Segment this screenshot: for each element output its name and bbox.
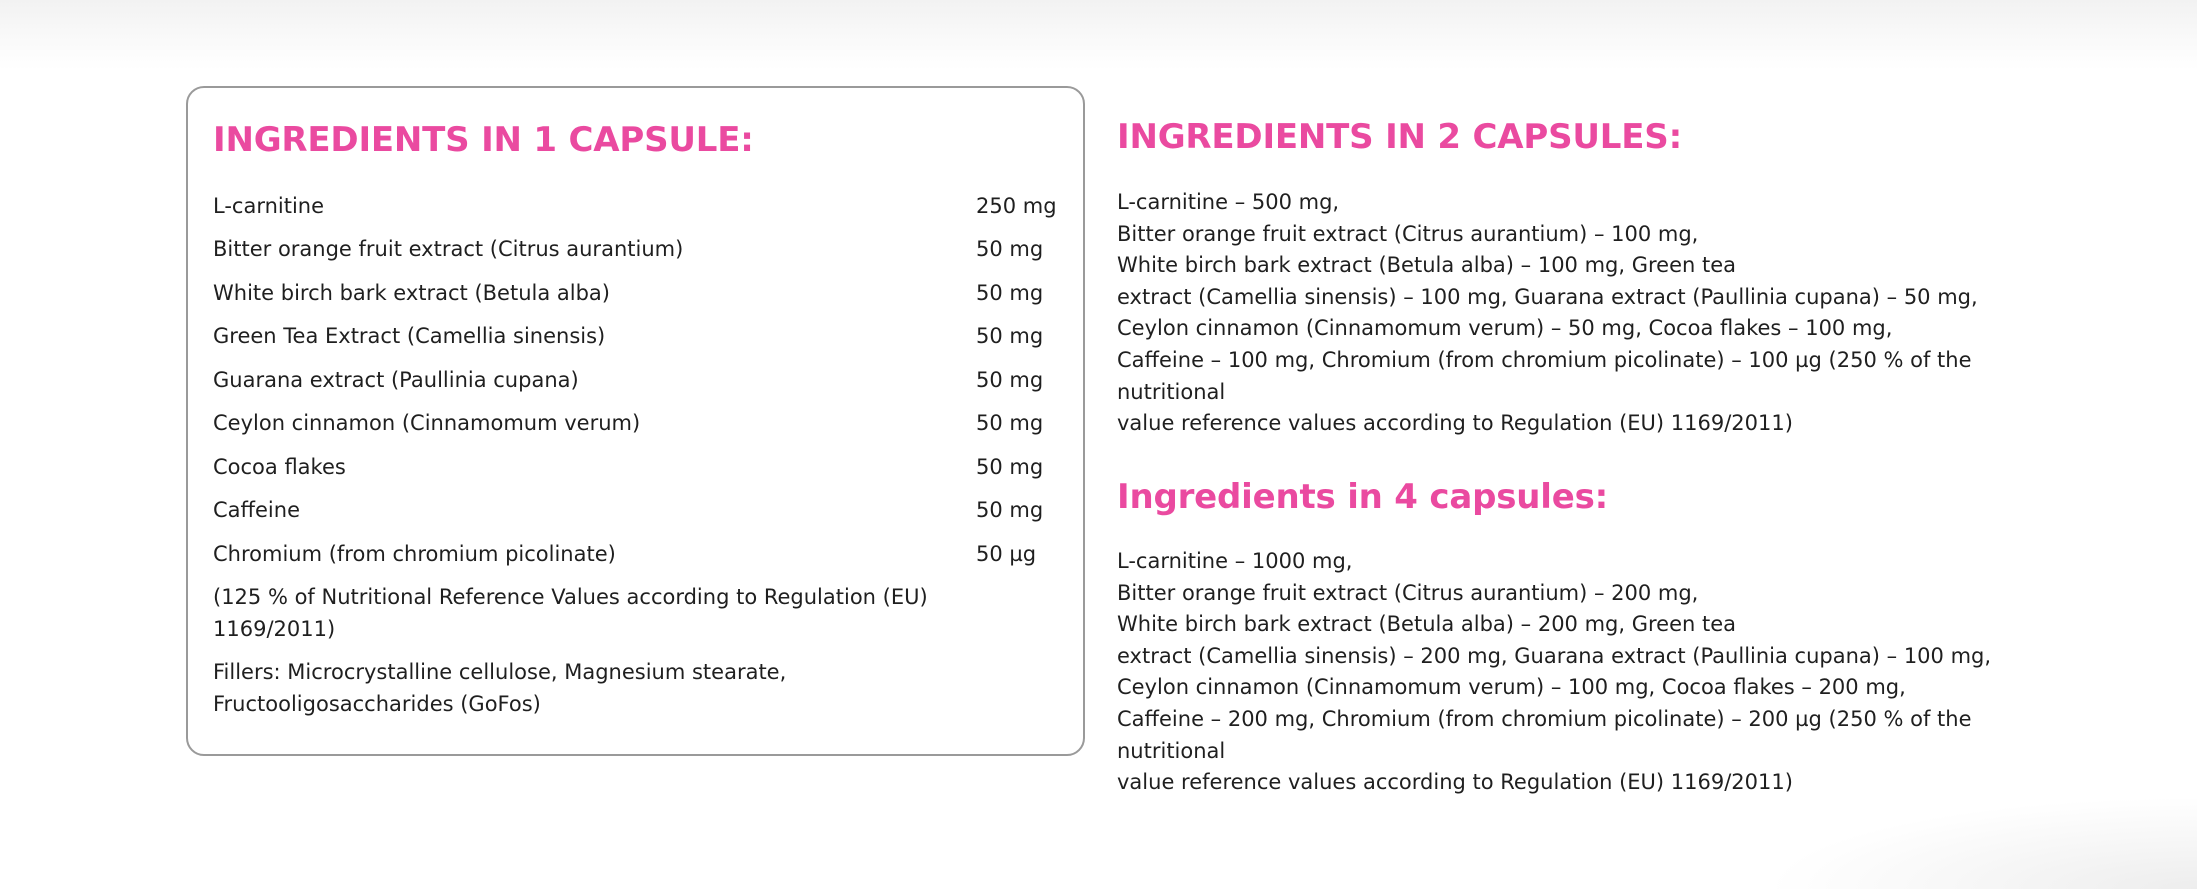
- ingredient-row: [213, 407, 1069, 439]
- ingredient-name: Chromium (from chromium picolinate): [213, 542, 616, 566]
- ingredient-row: [213, 320, 1069, 352]
- text-line: L-carnitine – 1000 mg,: [1117, 549, 1353, 573]
- text-line: Caffeine – 100 mg, Chromium (from chromium picolinate) – 100 µg (250 % of the: [1117, 347, 1972, 372]
- ingredient-amount: 50 mg: [976, 368, 1044, 392]
- text-line: Bitter orange fruit extract (Citrus aurantium) – 100 mg,: [1117, 221, 1699, 246]
- capsules4-paragraph: [1117, 546, 2057, 799]
- capsules2-heading: INGREDIENTS IN 2 CAPSULES:: [1117, 117, 1682, 157]
- text-line: Ceylon cinnamon (Cinnamomum verum) – 100 mg, Cocoa flakes – 200 mg,: [1117, 675, 1906, 700]
- ingredient-name: Bitter orange fruit extract (Citrus aurantium): [213, 237, 684, 261]
- ingredient-amount: 250 mg: [976, 194, 1057, 218]
- ingredient-amount: 50 mg: [976, 324, 1044, 348]
- ingredient-name: Ceylon cinnamon (Cinnamomum verum): [213, 411, 641, 435]
- ingredient-amount: 50 µg: [976, 542, 1037, 566]
- ingredient-amount: 50 mg: [976, 498, 1044, 522]
- text-line: Bitter orange fruit extract (Citrus aurantium) – 200 mg,: [1117, 580, 1699, 605]
- text-line: White birch bark extract (Betula alba) – 100 mg, Green tea: [1117, 253, 1737, 278]
- ingredient-name: Guarana extract (Paullinia cupana): [213, 368, 579, 392]
- capsule1-heading: INGREDIENTS IN 1 CAPSULE:: [213, 120, 754, 160]
- capsules4-heading: Ingredients in 4 capsules:: [1117, 477, 1609, 517]
- text-line: extract (Camellia sinensis) – 100 mg, Guarana extract (Paullinia cupana) – 50 mg,: [1117, 284, 1978, 309]
- ingredient-name: Caffeine: [213, 498, 300, 522]
- ingredient-amount: 50 mg: [976, 237, 1044, 261]
- ingredient-name: Cocoa flakes: [213, 455, 346, 479]
- text-line: Caffeine – 200 mg, Chromium (from chromium picolinate) – 200 µg (250 % of the: [1117, 706, 1972, 731]
- ingredient-row: [213, 190, 1069, 222]
- nrv-note: (125 % of Nutritional Reference Values according to Regulation (EU) 1169/2011): [213, 585, 928, 641]
- ingredient-name: White birch bark extract (Betula alba): [213, 281, 610, 305]
- ingredient-row: [213, 364, 1069, 396]
- ingredient-name: L-carnitine: [213, 194, 325, 218]
- ingredient-row: [213, 538, 1069, 570]
- ingredient-row: [213, 451, 1069, 483]
- ingredient-amount: 50 mg: [976, 281, 1044, 305]
- top-shade: [0, 0, 2197, 70]
- ingredient-amount: 50 mg: [976, 455, 1044, 479]
- capsules2-paragraph: [1117, 187, 2057, 440]
- text-line: value reference values according to Regulation (EU) 1169/2011): [1117, 770, 1793, 795]
- text-line: value reference values according to Regulation (EU) 1169/2011): [1117, 411, 1793, 436]
- ingredient-name: Green Tea Extract (Camellia sinensis): [213, 324, 606, 348]
- ingredient-row: [213, 233, 1069, 265]
- text-line: White birch bark extract (Betula alba) – 200 mg, Green tea: [1117, 612, 1737, 637]
- text-line: Ceylon cinnamon (Cinnamomum verum) – 50 mg, Cocoa flakes – 100 mg,: [1117, 316, 1893, 341]
- corner-shade: [1777, 799, 2197, 889]
- text-line: L-carnitine – 500 mg,: [1117, 190, 1340, 214]
- ingredient-amount: 50 mg: [976, 411, 1044, 435]
- text-line: extract (Camellia sinensis) – 200 mg, Guarana extract (Paullinia cupana) – 100 mg,: [1117, 643, 1992, 668]
- ingredient-row: [213, 494, 1069, 526]
- text-line: nutritional: [1117, 379, 1226, 404]
- fillers-note: Fillers: Microcrystalline cellulose, Magnesium stearate, Fructooligosaccharides (GoFos): [213, 660, 787, 716]
- text-line: nutritional: [1117, 738, 1226, 763]
- ingredient-row: [213, 277, 1069, 309]
